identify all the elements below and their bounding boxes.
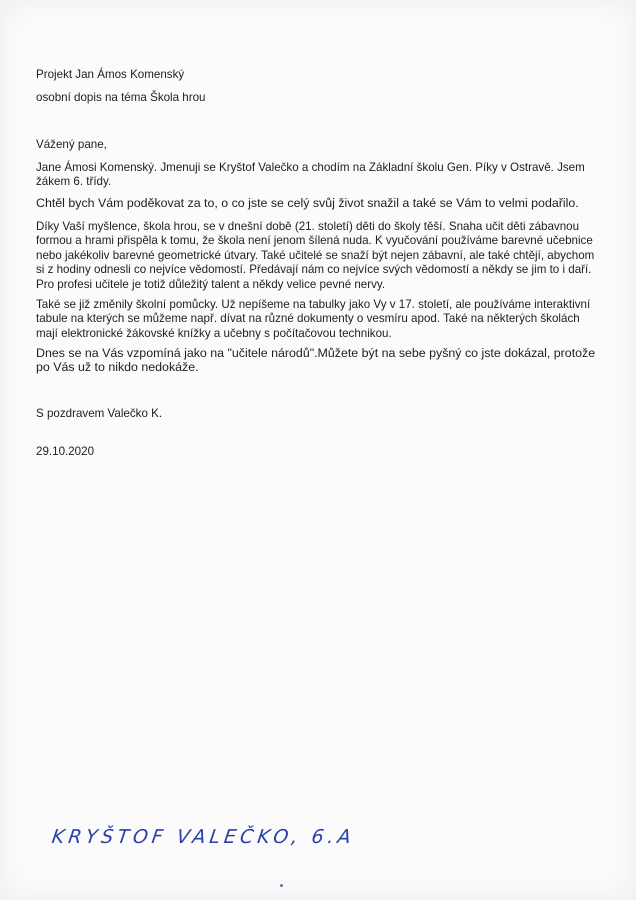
project-title: Projekt Jan Ámos Komenský	[36, 68, 185, 81]
paragraph-intro: Jane Ámosi Komenský. Jmenuji se Kryštof Valečko a chodím na Základní školu Gen. Píky v Ostravě. Jsem žákem 6. třídy.	[36, 161, 585, 189]
closing: S pozdravem Valečko K.	[36, 407, 163, 420]
paragraph-teacher-of-nations: Dnes se na Vás vzpomíná jako na "učitele národů".Můžete být na sebe pyšný co jste dokázal, protože po Vás už to nikdo nedokáže.	[36, 346, 596, 375]
ink-dot	[280, 884, 283, 887]
letter-date: 29.10.2020	[36, 445, 95, 458]
handwritten-signature: KRYŠTOF VALEČKO, 6.A	[50, 826, 357, 848]
letter-subject: osobní dopis na téma Škola hrou	[36, 91, 206, 104]
paragraph-school-by-play: Díky Vaší myšlence, škola hrou, se v dnešní době (21. století) děti do školy těší. Snaha učit děti zábavnou formou a hrami přispěla k tomu, že škola není jenom šílená nuda. K vyučování používáme barevné učebnice nebo jakékoliv barevné geometrické útvary. Také učitelé se snaží být nejen zábavní, ale také chtějí, abychom si z hodiny odnesli co nejvíce vědomostí. Předávají nám co nejvíce svých vědomostí a někdy se jim to i daří. Pro profesi učitele je totiž důležitý talent a někdy velice pevné nervy.	[36, 220, 595, 291]
paragraph-thanks: Chtěl bych Vám poděkovat za to, o co jste se celý svůj život snažil a také se Vám to velmi podařilo.	[36, 196, 579, 210]
salutation: Vážený pane,	[36, 138, 107, 151]
paragraph-school-tools: Také se již změnily školní pomůcky. Už nepíšeme na tabulky jako Vy v 17. století, ale používáme interaktivní tabule na kterých se můžeme např. dívat na různé dokumenty o vesmíru apod. Také na některých školách mají elektronické žákovské knížky a učebny s počítačovou technikou.	[36, 298, 591, 340]
